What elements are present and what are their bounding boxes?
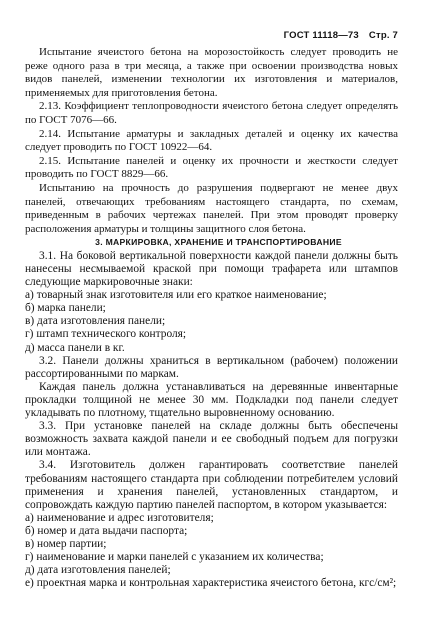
paragraph: 2.14. Испытание арматуры и закладных деталей и оценку их качества следует проводить по ГОСТ 10922—64. bbox=[25, 127, 398, 154]
paragraph: 3.4. Изготовитель должен гарантировать соответствие панелей требованиям настоящего стандарта при соблюдении потребителем условий применения и хранения панелей, установленных стандартом, и сопровождать каждую партию панелей паспортом, в котором указывается: bbox=[25, 459, 398, 511]
paragraph: 3.3. При установке панелей на складе должны быть обеспечены возможность захвата каждой панели и ее свободный подъем для погрузки или монтажа. bbox=[25, 420, 398, 459]
paragraph: Испытанию на прочность до разрушения подвергают не менее двух панелей, отвечающих требованиям настоящего стандарта, по схемам, приведенным в рабочих чертежах панелей. При этом проводят проверку расположения арматуры и толщины защитного слоя бетона. bbox=[25, 181, 398, 235]
page-header bbox=[284, 30, 398, 41]
paragraph: 3.2. Панели должны храниться в вертикальном (рабочем) положении рассортированными по маркам. bbox=[25, 354, 398, 380]
list-item: а) товарный знак изготовителя или его краткое наименование; bbox=[25, 289, 327, 302]
paragraph: 3.1. На боковой вертикальной поверхности каждой панели должны быть нанесены несмываемой краской при помощи трафарета или штампов следующие маркировочные знаки: bbox=[25, 249, 398, 289]
list-item: в) номер партии; bbox=[25, 537, 107, 550]
paragraph: Каждая панель должна устанавливаться на деревянные инвентарные прокладки толщиной не менее 30 мм. Подкладки под панели следует укладывать по плотному, тщательно выровненному основанию. bbox=[25, 380, 398, 420]
list-item: д) масса панели в кг. bbox=[25, 341, 125, 354]
paragraph: Испытание ячеистого бетона на морозостойкость следует проводить не реже одного раза в три месяца, а также при освоении производства новых видов панелей, изменении технологии их изготовления и материалов, применяемых для приготовления бетона. bbox=[25, 46, 398, 99]
paragraph: 2.15. Испытание панелей и оценку их прочности и жесткости следует проводить по ГОСТ 8829—66. bbox=[25, 154, 398, 181]
list-item: д) дата изготовления панелей; bbox=[25, 564, 171, 577]
list-item: г) наименование и марки панелей с указанием их количества; bbox=[25, 551, 324, 564]
section-3-body bbox=[25, 250, 398, 590]
list-item: б) марка панели; bbox=[25, 302, 106, 315]
section-title: 3. МАРКИРОВКА, ХРАНЕНИЕ И ТРАНСПОРТИРОВАНИЕ bbox=[95, 237, 342, 248]
page-number: Стр. 7 bbox=[368, 30, 398, 41]
list-item: б) номер и дата выдачи паспорта; bbox=[25, 524, 188, 537]
paragraph: 2.13. Коэффициент теплопроводности ячеистого бетона следует определять по ГОСТ 7076—66. bbox=[25, 100, 398, 126]
list-item: е) проектная марка и контрольная характеристика ячеистого бетона, кгс/см²; bbox=[25, 577, 397, 590]
list-item: в) дата изготовления панели; bbox=[25, 315, 166, 328]
list-item: а) наименование и адрес изготовителя; bbox=[25, 511, 214, 524]
list-item: г) штамп технического контроля; bbox=[25, 328, 187, 341]
standard-number: ГОСТ 11118—73 bbox=[283, 30, 359, 41]
document-body bbox=[25, 46, 398, 590]
